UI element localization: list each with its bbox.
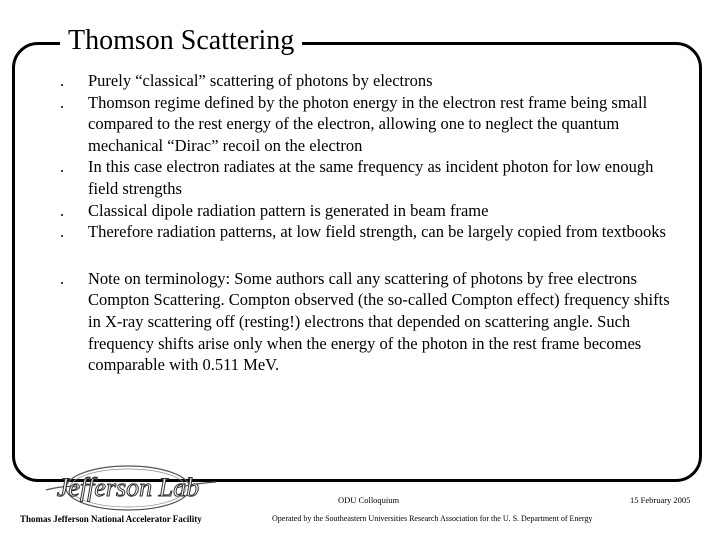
- bullet-list: [60, 70, 685, 376]
- bullet-text: Note on terminology: Some authors call any scattering of photons by free electrons Compton Scattering. Compton observed (the so-called Compton effect) frequency shifts in X-ray scattering off (resting!) electrons that depended on scattering angle. Such frequency shifts arise only when the energy of the photon in the rest frame becomes comparable with 0.511 MeV.: [88, 268, 670, 375]
- bullet-marker: .: [60, 222, 65, 242]
- bullet-text: In this case electron radiates at the same frequency as incident photon for low enough field strengths: [88, 157, 654, 198]
- bullet-item: [60, 221, 685, 243]
- bullet-marker: .: [60, 200, 65, 220]
- bullet-marker: .: [60, 157, 65, 177]
- bullet-text: Classical dipole radiation pattern is generated in beam frame: [88, 200, 489, 220]
- bullet-marker: .: [60, 268, 65, 288]
- colloquium-label: ODU Colloquium: [338, 495, 400, 505]
- presentation-date: 15 February 2005: [630, 495, 691, 505]
- bullet-item: [60, 200, 685, 222]
- bullet-marker: .: [60, 71, 65, 90]
- bullet-marker: .: [60, 92, 65, 112]
- bullet-item: [60, 268, 685, 376]
- jefferson-lab-logo: [40, 460, 220, 514]
- bullet-text: Thomson regime defined by the photon energy in the electron rest frame being small compared to the rest energy of the electron, allowing one to neglect the quantum mechanical “Dirac” recoil on the electron: [88, 92, 648, 155]
- operated-by-note: Operated by the Southeastern Universities Research Association for the U. S. Department of Energy: [272, 514, 593, 523]
- bullet-text: Purely “classical” scattering of photons by electrons: [88, 71, 433, 90]
- bullet-item: [60, 92, 685, 157]
- bullet-item: [60, 70, 685, 92]
- bullet-text: Therefore radiation patterns, at low field strength, can be largely copied from textbooks: [88, 222, 666, 242]
- slide-title: Thomson Scattering: [60, 24, 302, 58]
- lab-name: Thomas Jefferson National Accelerator Facility: [20, 514, 202, 524]
- svg-text:Jefferson Lab: Jefferson Lab: [56, 473, 200, 502]
- bullet-item: [60, 156, 685, 199]
